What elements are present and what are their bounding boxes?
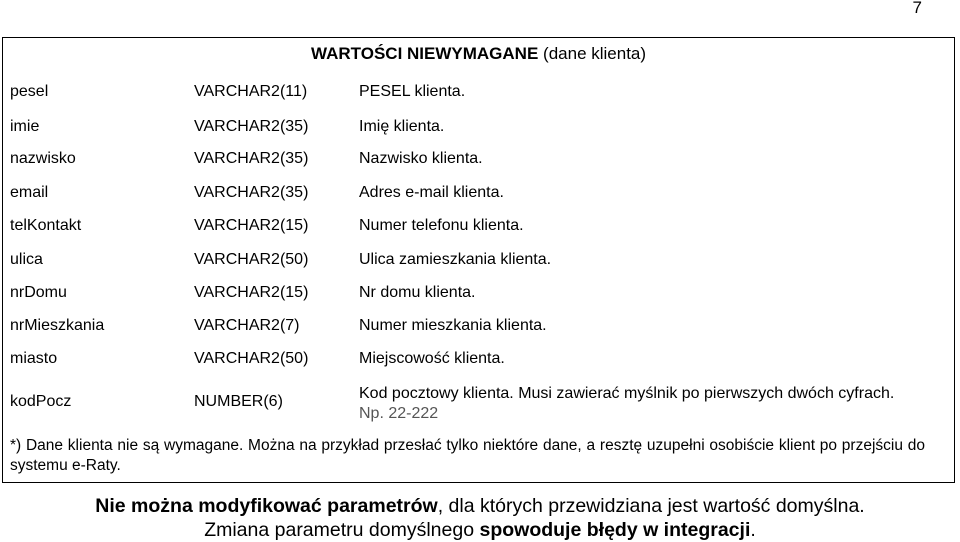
field-description: Miejscowość klienta.: [359, 350, 505, 367]
warning-line-1-rest: , dla których przewidziana jest wartość domyślna.: [437, 495, 865, 517]
field-name: email: [10, 184, 49, 201]
field-name: ulica: [10, 251, 43, 268]
warning-line-2-end: .: [750, 519, 756, 541]
field-description: Nazwisko klienta.: [359, 150, 483, 167]
table-row: [10, 384, 960, 424]
page-number: 7: [912, 0, 922, 17]
field-description: Ulica zamieszkania klienta.: [359, 251, 552, 268]
field-description-main: Kod pocztowy klienta. Musi zawierać myślnik po pierwszych dwóch cyfrach.: [359, 385, 895, 402]
field-type: VARCHAR2(35): [194, 184, 309, 201]
field-description: [359, 384, 939, 424]
warning-line-2-start: Zmiana parametru domyślnego: [204, 519, 480, 541]
field-description: Nr domu klienta.: [359, 284, 476, 301]
field-type: VARCHAR2(11): [194, 83, 308, 100]
field-name: telKontakt: [10, 217, 82, 234]
field-type: VARCHAR2(7): [194, 317, 300, 334]
field-description: PESEL klienta.: [359, 83, 466, 100]
field-name: kodPocz: [10, 393, 72, 410]
field-description-example: Np. 22-222: [359, 405, 439, 422]
field-type: VARCHAR2(15): [194, 284, 309, 301]
field-description: Numer telefonu klienta.: [359, 217, 524, 234]
field-name: nazwisko: [10, 150, 76, 167]
warning-line-2-bold: spowoduje błędy w integracji: [479, 519, 751, 541]
table-heading-rest: (dane klienta): [543, 44, 647, 63]
field-name: imie: [10, 118, 40, 135]
field-type: VARCHAR2(35): [194, 150, 309, 167]
field-name: miasto: [10, 350, 58, 367]
field-type: VARCHAR2(50): [194, 251, 309, 268]
field-name: nrMieszkania: [10, 317, 105, 334]
field-description: Numer mieszkania klienta.: [359, 317, 547, 334]
warning-line-1: [0, 494, 960, 518]
field-type: NUMBER(6): [194, 393, 283, 410]
field-name: pesel: [10, 83, 49, 100]
warning-line-1-bold: Nie można modyfikować parametrów: [95, 495, 438, 517]
footnote: *) Dane klienta nie są wymagane. Można na przykład przesłać tylko niektóre dane, a resztę uzupełni osobiście klient po przejściu do systemu e-Raty.: [10, 437, 925, 474]
warning-note: [0, 494, 960, 542]
field-description: Imię klienta.: [359, 118, 445, 135]
field-type: VARCHAR2(15): [194, 217, 309, 234]
warning-line-2: [0, 518, 960, 542]
table-heading: [311, 44, 646, 64]
field-description: Adres e-mail klienta.: [359, 184, 504, 201]
field-type: VARCHAR2(50): [194, 350, 309, 367]
field-type: VARCHAR2(35): [194, 118, 309, 135]
field-name: nrDomu: [10, 284, 67, 301]
table-heading-bold: WARTOŚCI NIEWYMAGANE: [311, 44, 539, 63]
